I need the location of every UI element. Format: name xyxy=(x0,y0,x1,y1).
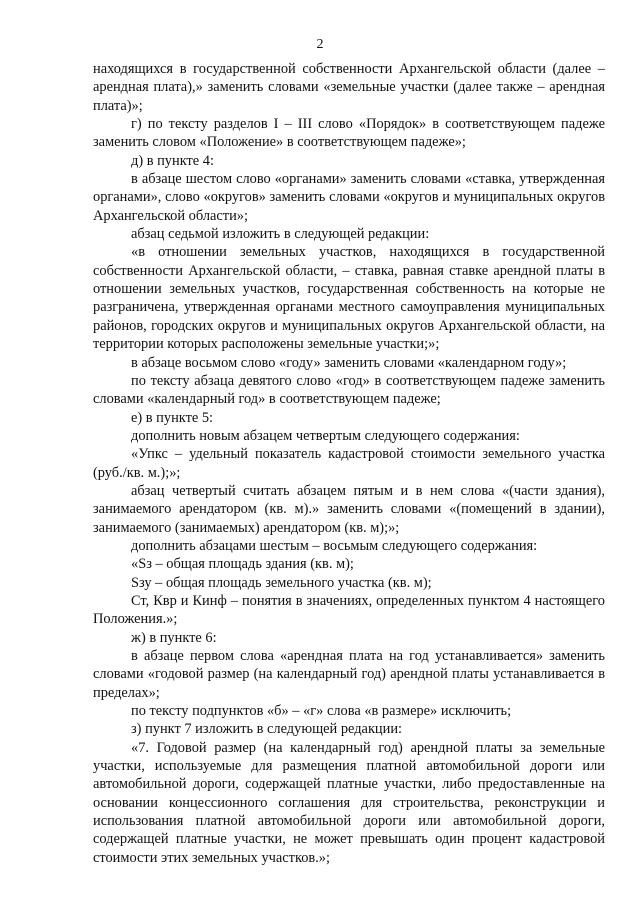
paragraph: дополнить новым абзацем четвертым следующего содержания: xyxy=(131,427,520,444)
paragraph: в абзаце первом слова «арендная плата на год устанавливается» заменить словами «годовой размер (на календарный год) арендной платы устанавливается в пределах»; xyxy=(93,648,605,701)
paragraph: в абзаце шестом слово «органами» заменить словами «ставка, утвержденная органами», слово «округов» заменить словами «округов и муниципальных округов Архангельской области»; xyxy=(93,171,605,224)
paragraph: дополнить абзацами шестым – восьмым следующего содержания: xyxy=(131,537,538,554)
paragraph: «в отношении земельных участков, находящихся в государственной собственности Архангельской области, – ставка, равная ставке арендной платы в отношении земельных участков, государственная собственность на которые не разграничена, утвержденная органами местного самоуправления муниципальных районов, городских округов и муниципальных округов Архангельской области, на территории которых расположены земельные участки;»; xyxy=(93,244,605,353)
paragraph: абзац седьмой изложить в следующей редакции: xyxy=(131,226,430,243)
paragraph: г) по тексту разделов I – III слово «Порядок» в соответствующем падеже заменить словом «Положение» в соответствующем падеже»; xyxy=(93,116,605,151)
paragraph: д) в пункте 4: xyxy=(131,152,214,169)
paragraph: «Упкс – удельный показатель кадастровой стоимости земельного участка (руб./кв. м.);»; xyxy=(93,446,605,481)
paragraph: находящихся в государственной собственности Архангельской области (далее – арендная плата),» заменить словами «земельные участки (далее также – арендная плата)»; xyxy=(93,61,605,114)
paragraph: по тексту подпунктов «б» – «г» слова «в размере» исключить; xyxy=(131,703,512,720)
paragraph: в абзаце восьмом слово «году» заменить словами «календарном году»; xyxy=(131,354,567,371)
paragraph: з) пункт 7 изложить в следующей редакции: xyxy=(131,721,403,738)
document-body xyxy=(93,60,605,867)
paragraph: «Sз – общая площадь здания (кв. м); xyxy=(131,556,354,573)
paragraph: абзац четвертый считать абзацем пятым и в нем слова «(части здания), занимаемого арендатором (кв. м).» заменить словами «(помещений в здании), занимаемого (занимаемых) арендатором (кв. м);»; xyxy=(93,482,605,536)
paragraph: ж) в пункте 6: xyxy=(131,629,217,646)
paragraph: е) в пункте 5: xyxy=(131,409,214,426)
paragraph: Ст, Квр и Кинф – понятия в значениях, определенных пунктом 4 настоящего Положения.»; xyxy=(93,592,605,628)
paragraph: по тексту абзаца девятого слово «год» в соответствующем падеже заменить словами «календарный год» в соответствующем падеже; xyxy=(93,372,605,408)
paragraph: Sзу – общая площадь земельного участка (кв. м); xyxy=(131,574,432,591)
page-number: 2 xyxy=(316,37,324,52)
paragraph: «7. Годовой размер (на календарный год) арендной платы за земельные участки, используемые для размещения платной автомобильной дороги или автомобильной дороги, содержащей платные участки, либо предоставленные на основании концессионного соглашения для строительства, реконструкции и использования платной автомобильной дороги или автомобильной дороги, содержащей платные участки, не может превышать один процент кадастровой стоимости этих земельных участков.»; xyxy=(93,739,605,866)
